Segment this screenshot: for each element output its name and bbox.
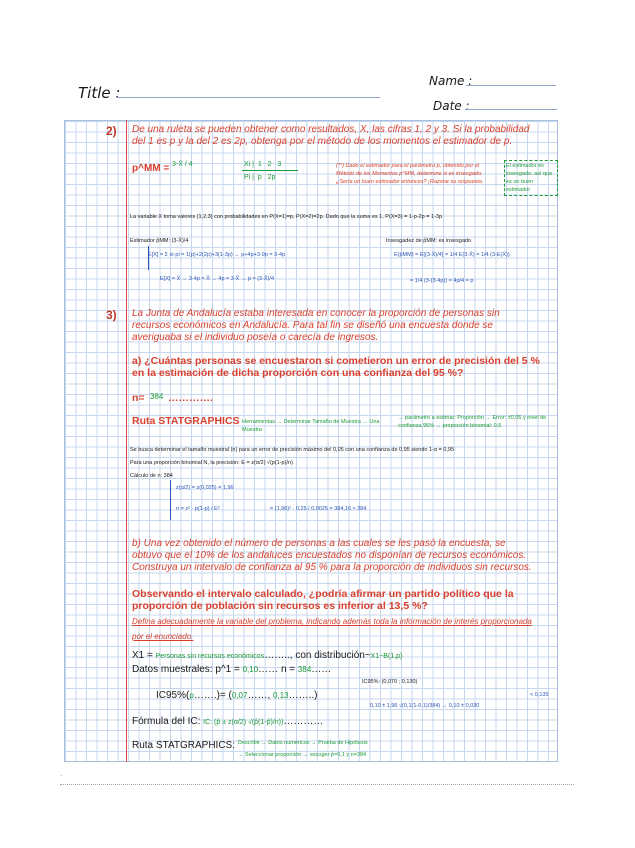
table-p-header: Pi [244,174,251,181]
x1-row [132,650,402,661]
q3-route-notes: → parámetro a estimar: Proporción → Error: ±0,05 y nivel de confianza 95% → proporción binomial: 0,5 [398,415,547,429]
route2-label: Ruta STATGRAPHICS: [132,740,235,751]
table-x-2: 2 [267,161,272,168]
sample-n-label: n = [280,664,296,675]
q3-route-label: Ruta STATGRAPHICS [132,415,240,427]
ic-comma: , [267,690,271,701]
bracket-calc [170,480,171,520]
q2-estimator-work-1: E[X] = Σ xi·pi = 1(p)+2(2p)+3(1-3p) → p+4p+3-9p = 3-4p [148,252,286,258]
ic-low: 0,07 [231,691,248,700]
q3b-bold-question: Observando el intervalo calculado, ¿podría afirmar un partido político que la proporción de población sin recursos es inferior al 13,5 %? [132,588,514,612]
table-p-1: p [257,174,262,181]
q3a-answer-dots: …………. [168,392,213,404]
title-label: Title : [78,84,121,102]
q2-answer-note: El estimador es insesgado, así que es un buen estimador [504,160,558,196]
ic-hand-result: < 0,135 [530,692,549,698]
q2-estimator-work-title: Estimador p̂MM: (3-X̄)/4 [130,238,189,244]
ic-end: ) [314,690,318,701]
q2-estimator-value: 3-X̄ / 4 [172,161,193,168]
route2-value-1: Describir → Datos numéricos → Prueba de Hipótesis [238,740,368,746]
x1-value: Personas sin recursos económicos [155,653,265,660]
ic-high: 0,13 [273,691,289,700]
date-label: Date : [433,99,470,113]
q2-table-x: Xi | 1 2 3 [244,161,282,168]
bracket-left [148,246,149,270]
q3-calc-2: n = z² · p(1-p) / E² [176,506,220,512]
q2-extra-question: (**) Dado el estimador para el parámetro p, obtenido por el Método de los Momentos p^MM, determine si es insesgado. ¿Sería un buen estimador entonces? ¡Razone su respuesta. [336,163,484,185]
dotted-line [60,784,574,785]
formula-value: IC: (p̂ ± z(α/2) √(p̂(1-p̂)/n)) [203,719,284,726]
sample-p: 0,10 [242,665,259,674]
ic-mid: )= ( [216,690,232,701]
formula-row: Fórmula del IC: IC: (p̂ ± z(α/2) √(p̂(1-p̂)/n))………… [132,716,324,727]
dist-label: con distribución~ [295,650,371,661]
q3a-question: a) ¿Cuántas personas se encuestaron si cometieron un error de precisión del 5 % en la estimación de dicha proporción con una confianza del 95 %? [132,355,540,379]
table-x-header: Xi [244,161,251,168]
table-divider [242,170,298,171]
q2-estimator-work-2: E[X] = X̄ → 3-4p = X̄ → 4p = 3-X̄ → p = (3-X̄)/4 [160,276,275,282]
q2-handwritten-line: La variable X toma valores {1,2,3} con probabilidades en P(X=1)=p, P(X=2)=2p. Dado que la suma es 1, P(X=3) = 1-p-2p = 1-3p [130,214,443,220]
q3-calc-title: Cálculo de n: 384 [130,473,173,479]
table-x-3: 3 [277,161,282,168]
x1-label: X1 = [132,650,153,661]
q3-calc-1: z(α/2) = z(0,025) = 1,96 [176,485,234,491]
q2-bias-work-2: = 1/4 (3-(3-4p)) = 4p/4 = p [410,278,474,284]
ic-row: IC95%(p…….)= (0,07……, 0,13……..) [156,690,318,701]
q2-bias-work-1: E(p̂MM) = E[(3-X̄)/4] = 1/4 E(3-X̄) = 1/4 (3-E(X̄)) [394,252,510,258]
ic-hand-title: IC95%: (0,070 ; 0,130) [362,679,418,685]
formula-label: Fórmula del IC: [132,716,201,727]
q2-bias-title: Insesgadez de p̂MM: es insesgado [386,238,471,244]
q3-hand-1: Se busca determinar el tamaño muestral (n) para un error de precisión máximo del 0,05 con una confianza de 0,95 siendo 1-α = 0,95 [130,447,455,453]
title-line [116,97,380,98]
q3b-define: Defina adecuadamente la variable del problema, indicando además toda la información de interés proporcionada por el enunciado. [132,617,532,641]
ic-label: IC95%( [156,690,190,701]
page-tick: · [60,771,63,780]
table-p-2: 2p [267,174,276,181]
q3-hand-2: Para una proporción binomial N, la precisión: E = z(α/2) √(p(1-p)/n) [130,460,293,466]
table-x-1: 1 [257,161,262,168]
name-line [466,85,556,86]
x1-dots: …….., [264,650,293,661]
q3-route-value: Herramientas → Determinar Tamaño de Muestra → Una Muestra [242,419,380,433]
q3a-answer-value: 384 [150,392,164,401]
q2-estimator-label: p^MM = [132,163,170,174]
dist-value: X1~B(1,p) [370,653,403,660]
sample-n: 384 [297,665,312,674]
date-line [465,109,557,110]
q2-table-p: Pi | p 2p [244,174,276,181]
name-label: Name : [429,74,473,88]
q3b-question: b) Una vez obtenido el número de personas a las cuales se les pasó la encuesta, se obtuvo que el 10% de los andaluces encuestados no disponían de recursos económicos. Construya un intervalo de confianza al 95 % para la proporción de individuos sin recursos. [132,538,532,573]
q3-calc-3: = (1,96)² · 0,25 / 0,0025 = 384,16 ≈ 384 [270,506,367,512]
sample-label: Datos muestrales: p^1 = [132,664,240,675]
q3-number: 3) [106,308,117,322]
sample-row: Datos muestrales: p^1 = 0,10…… n = 384…… [132,664,332,675]
ic-p: p [189,691,194,700]
q2-statement: De una ruleta se pueden obtener como resultados, X, las cifras 1, 2 y 3. Si la probabilidad del 1 es p y la del 2 es 2p, obtenga por el método de los momentos el estimador de p. [132,124,530,147]
margin-line [126,120,127,762]
q2-number: 2) [106,124,117,138]
q3-statement: La Junta de Andalucía estaba interesada en conocer la proporción de personas sin recursos económicos en Andalucía. Para tal fin se diseñó una encuesta donde se averiguaba si el individuo poseía o carecía de ingresos. [132,308,500,343]
route2-value-2: → Seleccionar proporción → escoger p̂=0,1 y n=384 [238,752,367,758]
q3a-answer-label: n= [132,392,145,404]
ic-hand-work: 0,10 ± 1,96 √(0,1(1-0,1)/384) → 0,10 ± 0,030 [370,703,480,709]
